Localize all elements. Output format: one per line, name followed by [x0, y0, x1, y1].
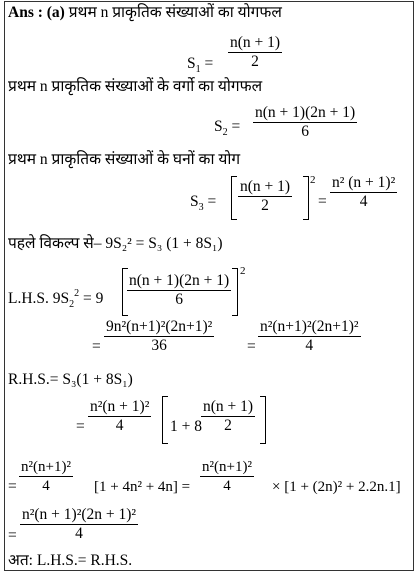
s3-lhs: $S_3$ = [190, 193, 217, 213]
lhs-right-bracket [232, 268, 238, 316]
lhs2-equals: = [92, 338, 101, 355]
conclusion: अत: L.H.S.= R.H.S. [8, 552, 133, 569]
answer-heading [8, 4, 282, 22]
s3-power: 2 [310, 174, 316, 186]
lhs2-fraction-1: 9n²(n+1)²(2n+1)² 36 [106, 318, 213, 354]
rhs-label: R.H.S.= S₃(1 + 8S₁) [8, 371, 133, 388]
ans-label: Ans : [8, 4, 43, 21]
rhs3-fraction-2: n²(n+1)² 4 [202, 459, 252, 494]
rhs3-middle: [1 + 4n² + 4n] = [94, 479, 191, 495]
s3-right-bracket [303, 176, 309, 220]
ans-option: (a) [46, 4, 65, 21]
line1-text: प्रथम n प्राकृतिक संख्याओं का योगफल [68, 4, 282, 21]
rhs3-fraction-1: n²(n+1)² 4 [21, 459, 71, 494]
lhs2-equals-2: = [247, 338, 256, 355]
rhs2-right-bracket [260, 396, 266, 444]
s3-fraction: n(n + 1) 2 [240, 178, 291, 214]
s2-lhs: $S_2$ = [214, 118, 241, 138]
s2-fraction: n(n + 1)(2n + 1) 6 [255, 104, 356, 140]
s3-equals: = [318, 193, 327, 210]
option-line: पहले विकल्प से– 9S₂² = S₃ (1 + 8S₁) [8, 235, 223, 252]
rhs4-equals: = [8, 527, 17, 544]
rhs3-tail: × [1 + (2n)² + 2.2n.1] [272, 479, 401, 495]
lhs2-fraction-2: n²(n+1)²(2n+1)² 4 [260, 318, 359, 354]
s3-rhs-fraction: n² (n + 1)² 4 [332, 174, 396, 210]
s3-left-bracket [231, 176, 237, 220]
rhs4-fraction: n²(n + 1)²(2n + 1)² 4 [22, 506, 137, 542]
rhs3-equals: = [8, 478, 17, 495]
lhs-fraction: n(n + 1)(2n + 1) 6 [129, 272, 230, 308]
lhs-power: 2 [240, 265, 246, 277]
line3-text: प्रथम n प्राकृतिक संख्याओं के घनों का योग [8, 151, 241, 168]
rhs2-left-bracket [162, 396, 168, 444]
lhs-label: L.H.S. $9S_2^2 = 9$ [8, 288, 104, 310]
s1-fraction: n(n + 1) 2 [230, 34, 281, 70]
rhs2-inner-fraction: n(n + 1) 2 [203, 398, 254, 434]
rhs2-inner-pre: 1 + 8 [170, 418, 202, 435]
s1-lhs: $S_1$ = [187, 55, 214, 75]
rhs2-equals: = [76, 418, 85, 435]
line2-text: प्रथम n प्राकृतिक संख्याओं के वर्गो का योगफल [8, 78, 263, 95]
rhs2-fraction: n²(n + 1)² 4 [90, 398, 150, 434]
